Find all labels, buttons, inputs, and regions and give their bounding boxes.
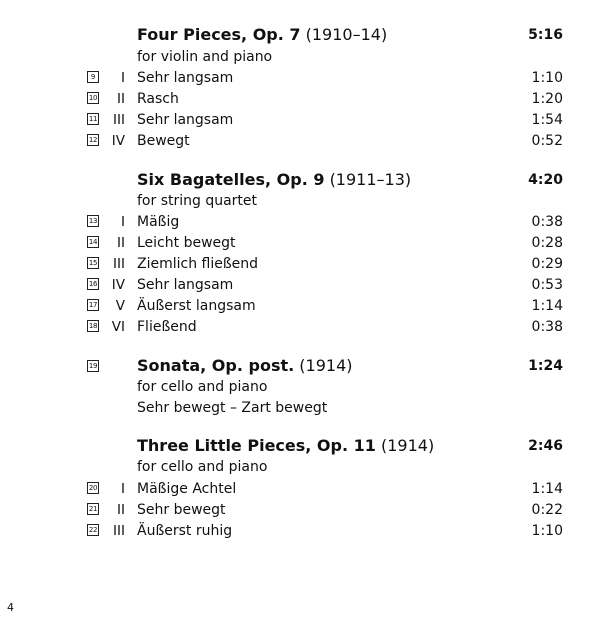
movement-numeral: V [115, 298, 125, 314]
work-title-name: Six Bagatelles, Op. 9 [137, 170, 325, 189]
movement-name: Mäßig [137, 214, 180, 230]
instrumentation: for cello and piano [137, 459, 268, 475]
track-number: 11 [88, 115, 98, 123]
track-row [0, 68, 599, 88]
movement-numeral: III [113, 256, 125, 272]
tempo-marking: Sehr bewegt – Zart bewegt [137, 400, 328, 416]
track-duration: 1:10 [531, 70, 563, 86]
track-row [0, 110, 599, 130]
track-number: 21 [88, 505, 98, 513]
work-title-years: (1914) [299, 356, 353, 375]
work-total-duration: 1:24 [528, 358, 563, 374]
track-duration: 0:53 [531, 277, 563, 293]
movement-numeral: I [121, 70, 125, 86]
movement-numeral: III [113, 523, 125, 539]
movement-name: Ziemlich fließend [137, 256, 259, 272]
movement-numeral: IV [111, 133, 125, 149]
movement-name: Leicht bewegt [137, 235, 236, 251]
work-title [137, 354, 353, 378]
movement-name: Bewegt [137, 133, 190, 149]
work-title [137, 23, 387, 47]
work-total-duration: 2:46 [528, 438, 563, 454]
work-title-row [0, 168, 599, 192]
work-title-row [0, 23, 599, 47]
movement-numeral: II [117, 502, 125, 518]
track-duration: 1:20 [531, 91, 563, 107]
track-row [0, 317, 599, 337]
movement-name: Sehr bewegt [137, 502, 226, 518]
page-number: 4 [7, 601, 14, 614]
track-row [0, 479, 599, 499]
instrumentation-row [0, 47, 599, 67]
track-number: 13 [88, 217, 98, 225]
work-title-years: (1910–14) [305, 25, 388, 44]
track-number: 10 [88, 94, 98, 102]
track-row [0, 212, 599, 232]
track-number: 22 [88, 526, 98, 534]
work-title-row [0, 354, 599, 378]
work-title-years: (1911–13) [329, 170, 412, 189]
track-row [0, 296, 599, 316]
instrumentation-row [0, 191, 599, 211]
movement-name: Fließend [137, 319, 197, 335]
track-duration: 0:38 [531, 319, 563, 335]
track-row [0, 521, 599, 541]
movement-numeral: I [121, 214, 125, 230]
work-title-row [0, 434, 599, 458]
track-row [0, 131, 599, 151]
work-total-duration: 4:20 [528, 172, 563, 188]
movement-name: Äußerst langsam [137, 298, 256, 314]
movement-name: Sehr langsam [137, 112, 234, 128]
track-number: 12 [88, 136, 98, 144]
instrumentation: for string quartet [137, 193, 258, 209]
track-duration: 0:28 [531, 235, 563, 251]
work-title-name: Four Pieces, Op. 7 [137, 25, 301, 44]
work-title [137, 168, 411, 192]
work-title-name: Sonata, Op. post. [137, 356, 295, 375]
instrumentation: for violin and piano [137, 49, 273, 65]
movement-numeral: IV [111, 277, 125, 293]
work-total-duration: 5:16 [528, 27, 563, 43]
movement-name: Mäßige Achtel [137, 481, 237, 497]
track-duration: 0:38 [531, 214, 563, 230]
track-number: 18 [88, 322, 98, 330]
instrumentation-row [0, 457, 599, 477]
track-number: 14 [88, 238, 98, 246]
track-number: 9 [87, 71, 99, 83]
movement-numeral: II [117, 91, 125, 107]
track-duration: 1:14 [531, 481, 563, 497]
movement-name: Sehr langsam [137, 70, 234, 86]
instrumentation-row [0, 377, 599, 397]
instrumentation: for cello and piano [137, 379, 268, 395]
movement-numeral: VI [111, 319, 125, 335]
tempo-row [0, 398, 599, 418]
work-title-name: Three Little Pieces, Op. 11 [137, 436, 376, 455]
track-row [0, 500, 599, 520]
work-title [137, 434, 434, 458]
track-row [0, 89, 599, 109]
track-row [0, 254, 599, 274]
work-title-years: (1914) [380, 436, 435, 455]
track-duration: 0:29 [531, 256, 563, 272]
track-number: 16 [88, 280, 98, 288]
track-row [0, 275, 599, 295]
movement-name: Äußerst ruhig [137, 523, 233, 539]
track-number: 19 [88, 362, 98, 370]
track-duration: 0:52 [531, 133, 563, 149]
movement-numeral: I [121, 481, 125, 497]
track-duration: 1:54 [531, 112, 563, 128]
movement-numeral: II [117, 235, 125, 251]
track-number: 17 [88, 301, 98, 309]
track-number: 20 [88, 484, 98, 492]
movement-name: Sehr langsam [137, 277, 234, 293]
track-number: 15 [88, 259, 98, 267]
track-row [0, 233, 599, 253]
track-duration: 1:10 [531, 523, 563, 539]
track-duration: 0:22 [531, 502, 563, 518]
movement-name: Rasch [137, 91, 179, 107]
movement-numeral: III [113, 112, 125, 128]
track-duration: 1:14 [531, 298, 563, 314]
